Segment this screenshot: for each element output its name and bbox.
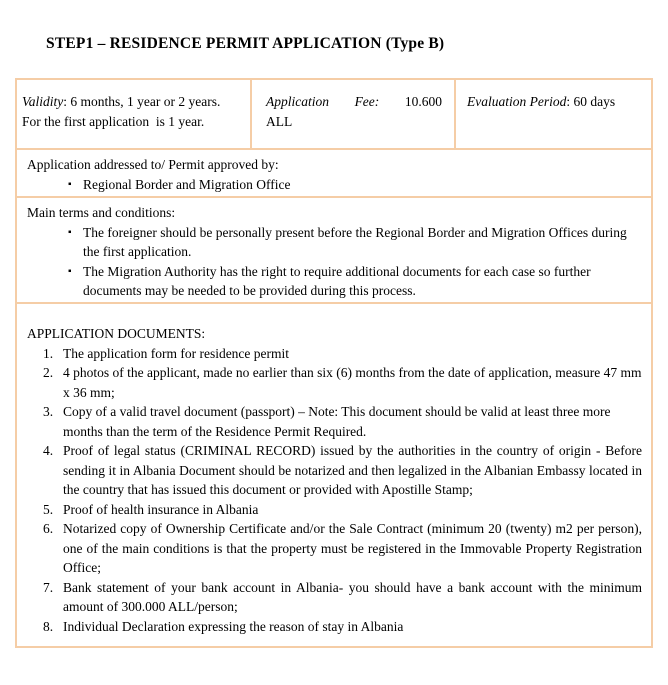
item-number: 2. bbox=[43, 365, 54, 380]
bullet-icon: ▪ bbox=[68, 226, 72, 238]
evaluation-value: : 60 days bbox=[566, 94, 616, 109]
documents-heading: APPLICATION DOCUMENTS: bbox=[27, 326, 206, 341]
item-text: Copy of a valid travel document (passport) – Note: This document should be valid at least three more months than the term of the Residence Permit Required. bbox=[63, 404, 611, 439]
summary-row bbox=[17, 80, 651, 150]
evaluation-label: Evaluation Period bbox=[467, 94, 567, 109]
list-item bbox=[27, 344, 642, 364]
validity-text-line2: For the first application is 1 year. bbox=[22, 113, 205, 129]
term-text: The Migration Authority has the right to require additional documents for each case so further documents may be needed to be provided during this process. bbox=[83, 263, 591, 298]
term-text: The foreigner should be personally present before the Regional Border and Migration Offices during the first application. bbox=[83, 224, 627, 259]
list-item bbox=[27, 500, 642, 520]
bullet-icon: ▪ bbox=[68, 178, 72, 190]
item-text: 4 photos of the applicant, made no earlier than six (6) months from the date of application, measure 47 mm x 36 mm; bbox=[63, 365, 642, 400]
item-text: The application form for residence permit bbox=[63, 345, 290, 361]
fee-value-line2: ALL bbox=[266, 113, 293, 129]
evaluation-cell bbox=[456, 80, 647, 148]
list-item bbox=[27, 578, 642, 617]
item-number: 1. bbox=[43, 345, 54, 361]
addressed-to-office: Regional Border and Migration Office bbox=[83, 176, 291, 192]
item-text: Bank statement of your bank account in Albania- you should have a bank account with the minimum amount of 300.000 ALL/person; bbox=[63, 579, 642, 614]
item-text: Notarized copy of Ownership Certificate and/or the Sale Contract (minimum 20 (twenty) m2 per person), one of the main conditions is that the property must be registered in the Immovable Property Registration Office; bbox=[63, 521, 642, 575]
addressed-to-heading: Application addressed to/ Permit approved by: bbox=[27, 157, 279, 172]
info-table bbox=[15, 78, 653, 648]
validity-cell bbox=[17, 80, 252, 148]
list-item bbox=[27, 175, 641, 195]
terms-heading: Main terms and conditions: bbox=[27, 205, 176, 220]
fee-label-word2: Fee: bbox=[354, 94, 380, 109]
item-number: 5. bbox=[43, 501, 54, 517]
list-item bbox=[27, 363, 642, 402]
item-number: 3. bbox=[43, 404, 54, 419]
fee-value: 10.600 bbox=[404, 94, 442, 109]
fee-line bbox=[266, 92, 442, 112]
documents-section bbox=[17, 304, 651, 640]
list-item bbox=[27, 402, 642, 441]
bullet-icon: ▪ bbox=[68, 265, 72, 277]
list-item bbox=[27, 262, 641, 301]
list-item bbox=[27, 519, 642, 578]
item-text: Proof of legal status (CRIMINAL RECORD) issued by the authorities in the country of origin - Before sending it in Albania Document should be notarized and then legalized in the Albanian Embassy located in the country that has issued this document or provided with Apostille Stamp; bbox=[63, 443, 642, 497]
fee-label-word1: Application bbox=[266, 94, 329, 109]
list-item bbox=[27, 617, 642, 637]
document-title: STEP1 – RESIDENCE PERMIT APPLICATION (Type B) bbox=[46, 35, 445, 52]
validity-label: Validity bbox=[22, 94, 64, 109]
item-text: Individual Declaration expressing the reason of stay in Albania bbox=[63, 618, 404, 634]
item-number: 4. bbox=[43, 443, 54, 458]
item-number: 6. bbox=[43, 521, 54, 536]
fee-cell bbox=[252, 80, 456, 148]
list-item bbox=[27, 223, 641, 262]
item-number: 7. bbox=[43, 579, 54, 595]
item-text: Proof of health insurance in Albania bbox=[63, 501, 259, 517]
list-item bbox=[27, 441, 642, 500]
terms-section bbox=[17, 198, 651, 304]
item-number: 8. bbox=[43, 618, 54, 634]
validity-text: : 6 months, 1 year or 2 years. bbox=[63, 94, 221, 109]
addressed-to-section bbox=[17, 150, 651, 198]
